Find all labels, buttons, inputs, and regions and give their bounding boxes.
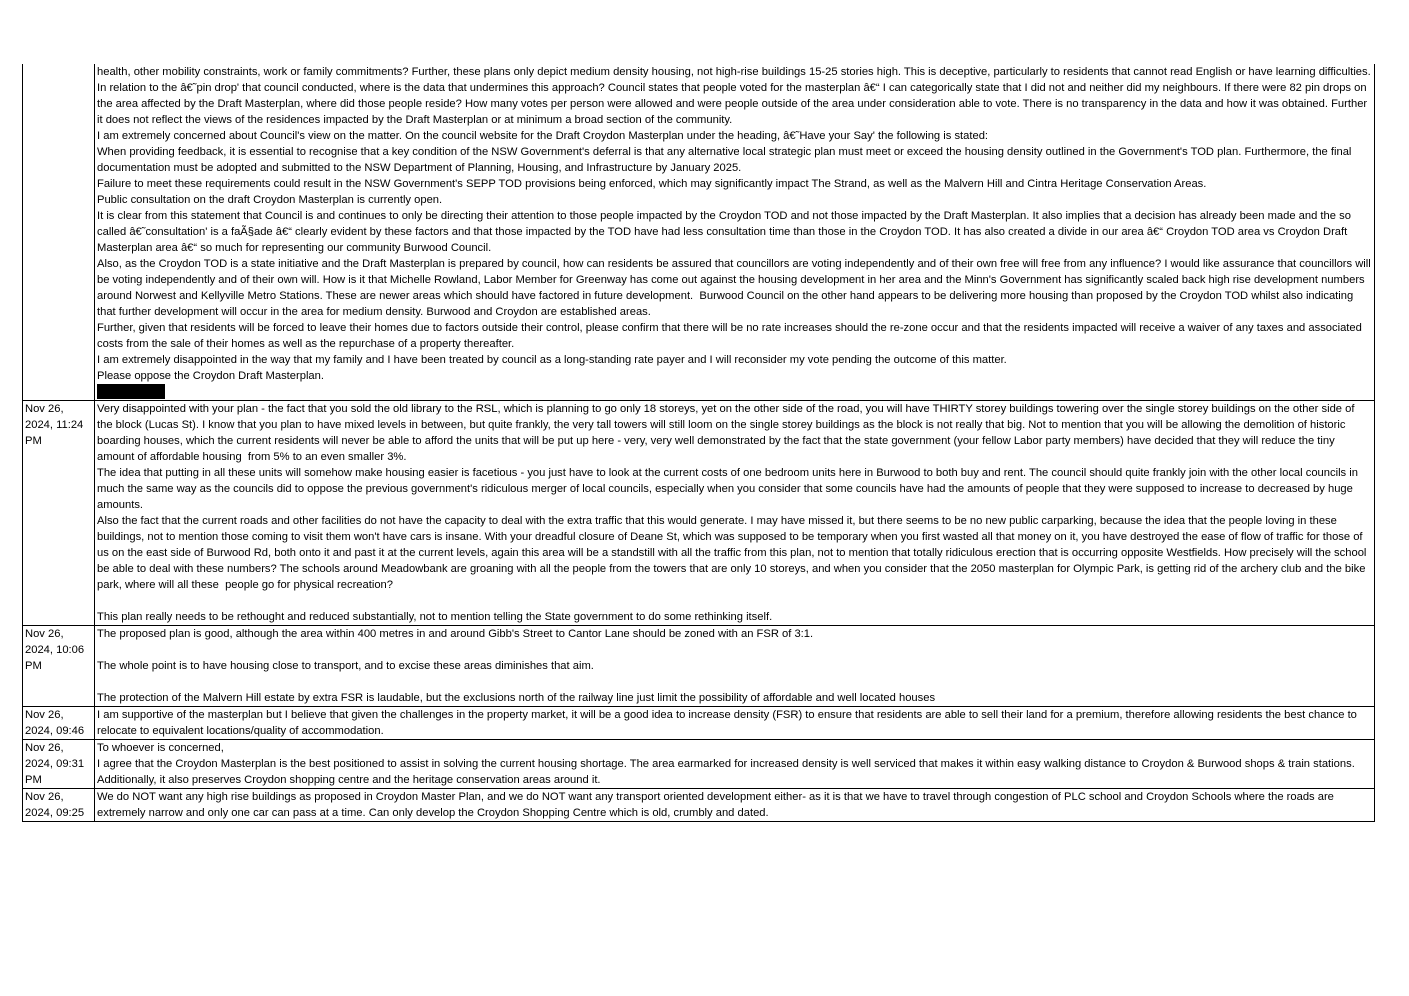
comment-paragraph: Please oppose the Croydon Draft Masterplan. xyxy=(97,370,324,382)
comment-paragraph: The protection of the Malvern Hill estate by extra FSR is laudable, but the exclusions north of the railway line just limit the possibility of affordable and well located houses xyxy=(97,692,936,704)
comment-paragraph: To whoever is concerned, xyxy=(97,742,224,754)
comment-text-cell xyxy=(95,64,1375,401)
comment-paragraph: I am extremely concerned about Council's view on the matter. On the council website for the Draft Croydon Masterplan under the heading, â€˜Have your Say' the following is stated: xyxy=(97,130,989,142)
comment-row xyxy=(23,626,1375,707)
comment-paragraph: Failure to meet these requirements could result in the NSW Government's SEPP TOD provisions being enforced, which may significantly impact The Strand, as well as the Malvern Hill and Cintra Heritage Conservation Areas. xyxy=(97,178,1207,190)
comment-paragraph: Very disappointed with your plan - the fact that you sold the old library to the RSL, which is planning to go only 18 storeys, yet on the other side of the road, you will have THIRTY storey buildings towering over the single storey buildings on the other side of the block (Lucas St). I know that you plan to have mixed levels in between, but quite frankly, the very tall towers will still loom on the single storey buildings as the block is not really that big. Not to mention that you will be allowing the demolition of historic boarding houses, which the current residents will never be able to afford the units that will be put up here - very, very well demonstrated by the fact that the state government (your fellow Labor party members) have decided that they will reduce the tiny amount of affordable housing from 5% to an even smaller 3%. xyxy=(97,403,1358,463)
comment-row xyxy=(23,789,1375,822)
comment-text-cell xyxy=(95,626,1375,707)
comment-paragraph xyxy=(97,593,1373,609)
comment-paragraph: Also the fact that the current roads and other facilities do not have the capacity to deal with the extra traffic that this would generate. I may have missed it, but there seems to be no new public carparking, because the idea that the people loving in these buildings, not to mention those coming to visit them won't have cars is insane. With your dreadful closure of Deane St, which was supposed to be temporary when you first wasted all that money on it, you have destroyed the ease of flow of traffic for those of us on the east side of Burwood Rd, both onto it and past it at the current levels, again this area will be a standstill with all the traffic from this plan, not to mention that totally ridiculous erection that is occurring opposite Westfields. How precisely will the school be able to deal with these numbers? The schools around Meadowbank are groaning with all the people from the towers that are only 10 storeys, and when you consider that the 2050 masterplan for Olympic Park, is getting rid of the archery club and the bike park, where will all these people go for physical recreation? xyxy=(97,515,1370,591)
comment-paragraph xyxy=(97,642,1373,658)
comment-text-cell xyxy=(95,707,1375,740)
comment-paragraph: Public consultation on the draft Croydon Masterplan is currently open. xyxy=(97,194,443,206)
comment-paragraph: I am supportive of the masterplan but I believe that given the challenges in the property market, it will be a good idea to increase density (FSR) to ensure that residents are able to sell their land for a premium, therefore allowing residents the best chance to relocate to equivalent locations/quality of accommodation. xyxy=(97,709,1361,737)
comment-paragraph xyxy=(97,674,1373,690)
comment-date: Nov 26, 2024, 10:06 PM xyxy=(23,626,95,707)
redaction-block xyxy=(97,384,165,399)
comment-date xyxy=(23,64,95,401)
comment-paragraph: I agree that the Croydon Masterplan is the best positioned to assist in solving the current housing shortage. The area earmarked for increased density is well serviced that makes it within easy walking distance to Croydon & Burwood shops & train stations. Additionally, it also preserves Croydon shopping centre and the heritage conservation areas around it. xyxy=(97,758,1358,786)
comment-paragraph: Also, as the Croydon TOD is a state initiative and the Draft Masterplan is prepared by council, how can residents be assured that councillors are voting independently and of their own free will free from any influence? I would like assurance that councillors will be voting independently and of their own will. How is it that Michelle Rowland, Labor Member for Greenway has come out against the housing development in her area and the Minn's Government has significantly scaled back high rise development numbers around Norwest and Kellyville Metro Stations. These are newer areas which should have factored in future development. Burwood Council on the other hand appears to be delivering more housing than proposed by the Croydon TOD whilst also indicating that further development will occur in the area for medium density. Burwood and Croydon are established areas. xyxy=(97,258,1374,318)
comment-paragraph: The whole point is to have housing close to transport, and to excise these areas diminishes that aim. xyxy=(97,660,594,672)
comment-paragraph: This plan really needs to be rethought and reduced substantially, not to mention telling the State government to do some rethinking itself. xyxy=(97,611,773,623)
comment-text-cell xyxy=(95,401,1375,626)
comment-paragraph: In relation to the â€˜pin drop' that council conducted, where is the data that undermines this approach? Council states that people voted for the masterplan â€“ I can categorically state that I did not and neither did my neighbours. If there were 82 pin drops on the area affected by the Draft Masterplan, where did those people reside? How many votes per person were allowed and were people outside of the area under consideration able to vote. There is no transparency in the data and how it was obtained. Further it does not reflect the views of the residences impacted by the Draft Masterplan or at minimum a broad section of the community. xyxy=(97,82,1371,126)
comment-text-cell xyxy=(95,740,1375,789)
comment-paragraph: health, other mobility constraints, work or family commitments? Further, these plans only depict medium density housing, not high-rise buildings 15-25 stories high. This is deceptive, particularly to residents that cannot read English or have learning difficulties. xyxy=(97,66,1371,78)
comment-row xyxy=(23,707,1375,740)
comment-date: Nov 26, 2024, 09:31 PM xyxy=(23,740,95,789)
comment-paragraph: The idea that putting in all these units will somehow make housing easier is facetious - you just have to look at the current costs of one bedroom units here in Burwood to both buy and rent. The council should quite frankly join with the other local councils in much the same way as the councils did to oppose the previous government's ridiculous merger of local councils, especially when you consider that some councils have had the amounts of people that they were supposed to increase to decreased by huge amounts. xyxy=(97,467,1362,511)
comment-paragraph: When providing feedback, it is essential to recognise that a key condition of the NSW Government's deferral is that any alternative local strategic plan must meet or exceed the housing density outlined in the Government's TOD plan. Furthermore, the final documentation must be adopted and submitted to the NSW Department of Planning, Housing, and Infrastructure by January 2025. xyxy=(97,146,1355,174)
comment-date: Nov 26, 2024, 09:25 xyxy=(23,789,95,822)
comment-row xyxy=(23,740,1375,789)
comment-paragraph: It is clear from this statement that Council is and continues to only be directing their attention to those people impacted by the Croydon TOD and not those impacted by the Draft Masterplan. It also implies that a decision has already been made and the so called â€˜consultation' is a faÃ§ade â€“ clearly evident by these factors and that those impacted by the TOD have had less consultation time than those in the Croydon TOD. It has also created a divide in our area â€“ Croydon TOD area vs Croydon Draft Masterplan area â€“ so much for representing our community Burwood Council. xyxy=(97,210,1355,254)
comment-paragraph: We do NOT want any high rise buildings as proposed in Croydon Master Plan, and we do NOT want any transport oriented development either- as it is that we have to travel through congestion of PLC school and Croydon Schools where the roads are extremely narrow and only one car can pass at a time. Can only develop the Croydon Shopping Centre which is old, crumbly and dated. xyxy=(97,791,1338,819)
comment-row xyxy=(23,401,1375,626)
comments-table xyxy=(22,64,1375,822)
comment-paragraph: The proposed plan is good, although the area within 400 metres in and around Gibb's Street to Cantor Lane should be zoned with an FSR of 3:1. xyxy=(97,628,814,640)
comment-paragraph: I am extremely disappointed in the way that my family and I have been treated by council as a long-standing rate payer and I will reconsider my vote pending the outcome of this matter. xyxy=(97,354,1007,366)
comments-table-body xyxy=(23,64,1375,822)
comment-text-cell xyxy=(95,789,1375,822)
redacted-signature xyxy=(97,384,1373,400)
comment-date: Nov 26, 2024, 09:46 xyxy=(23,707,95,740)
comment-date: Nov 26, 2024, 11:24 PM xyxy=(23,401,95,626)
comment-row xyxy=(23,64,1375,401)
comment-paragraph: Further, given that residents will be forced to leave their homes due to factors outside their control, please confirm that there will be no rate increases should the re-zone occur and that the residents impacted will receive a waiver of any taxes and associated costs from the sale of their homes as well as the repurchase of a property thereafter. xyxy=(97,322,1365,350)
